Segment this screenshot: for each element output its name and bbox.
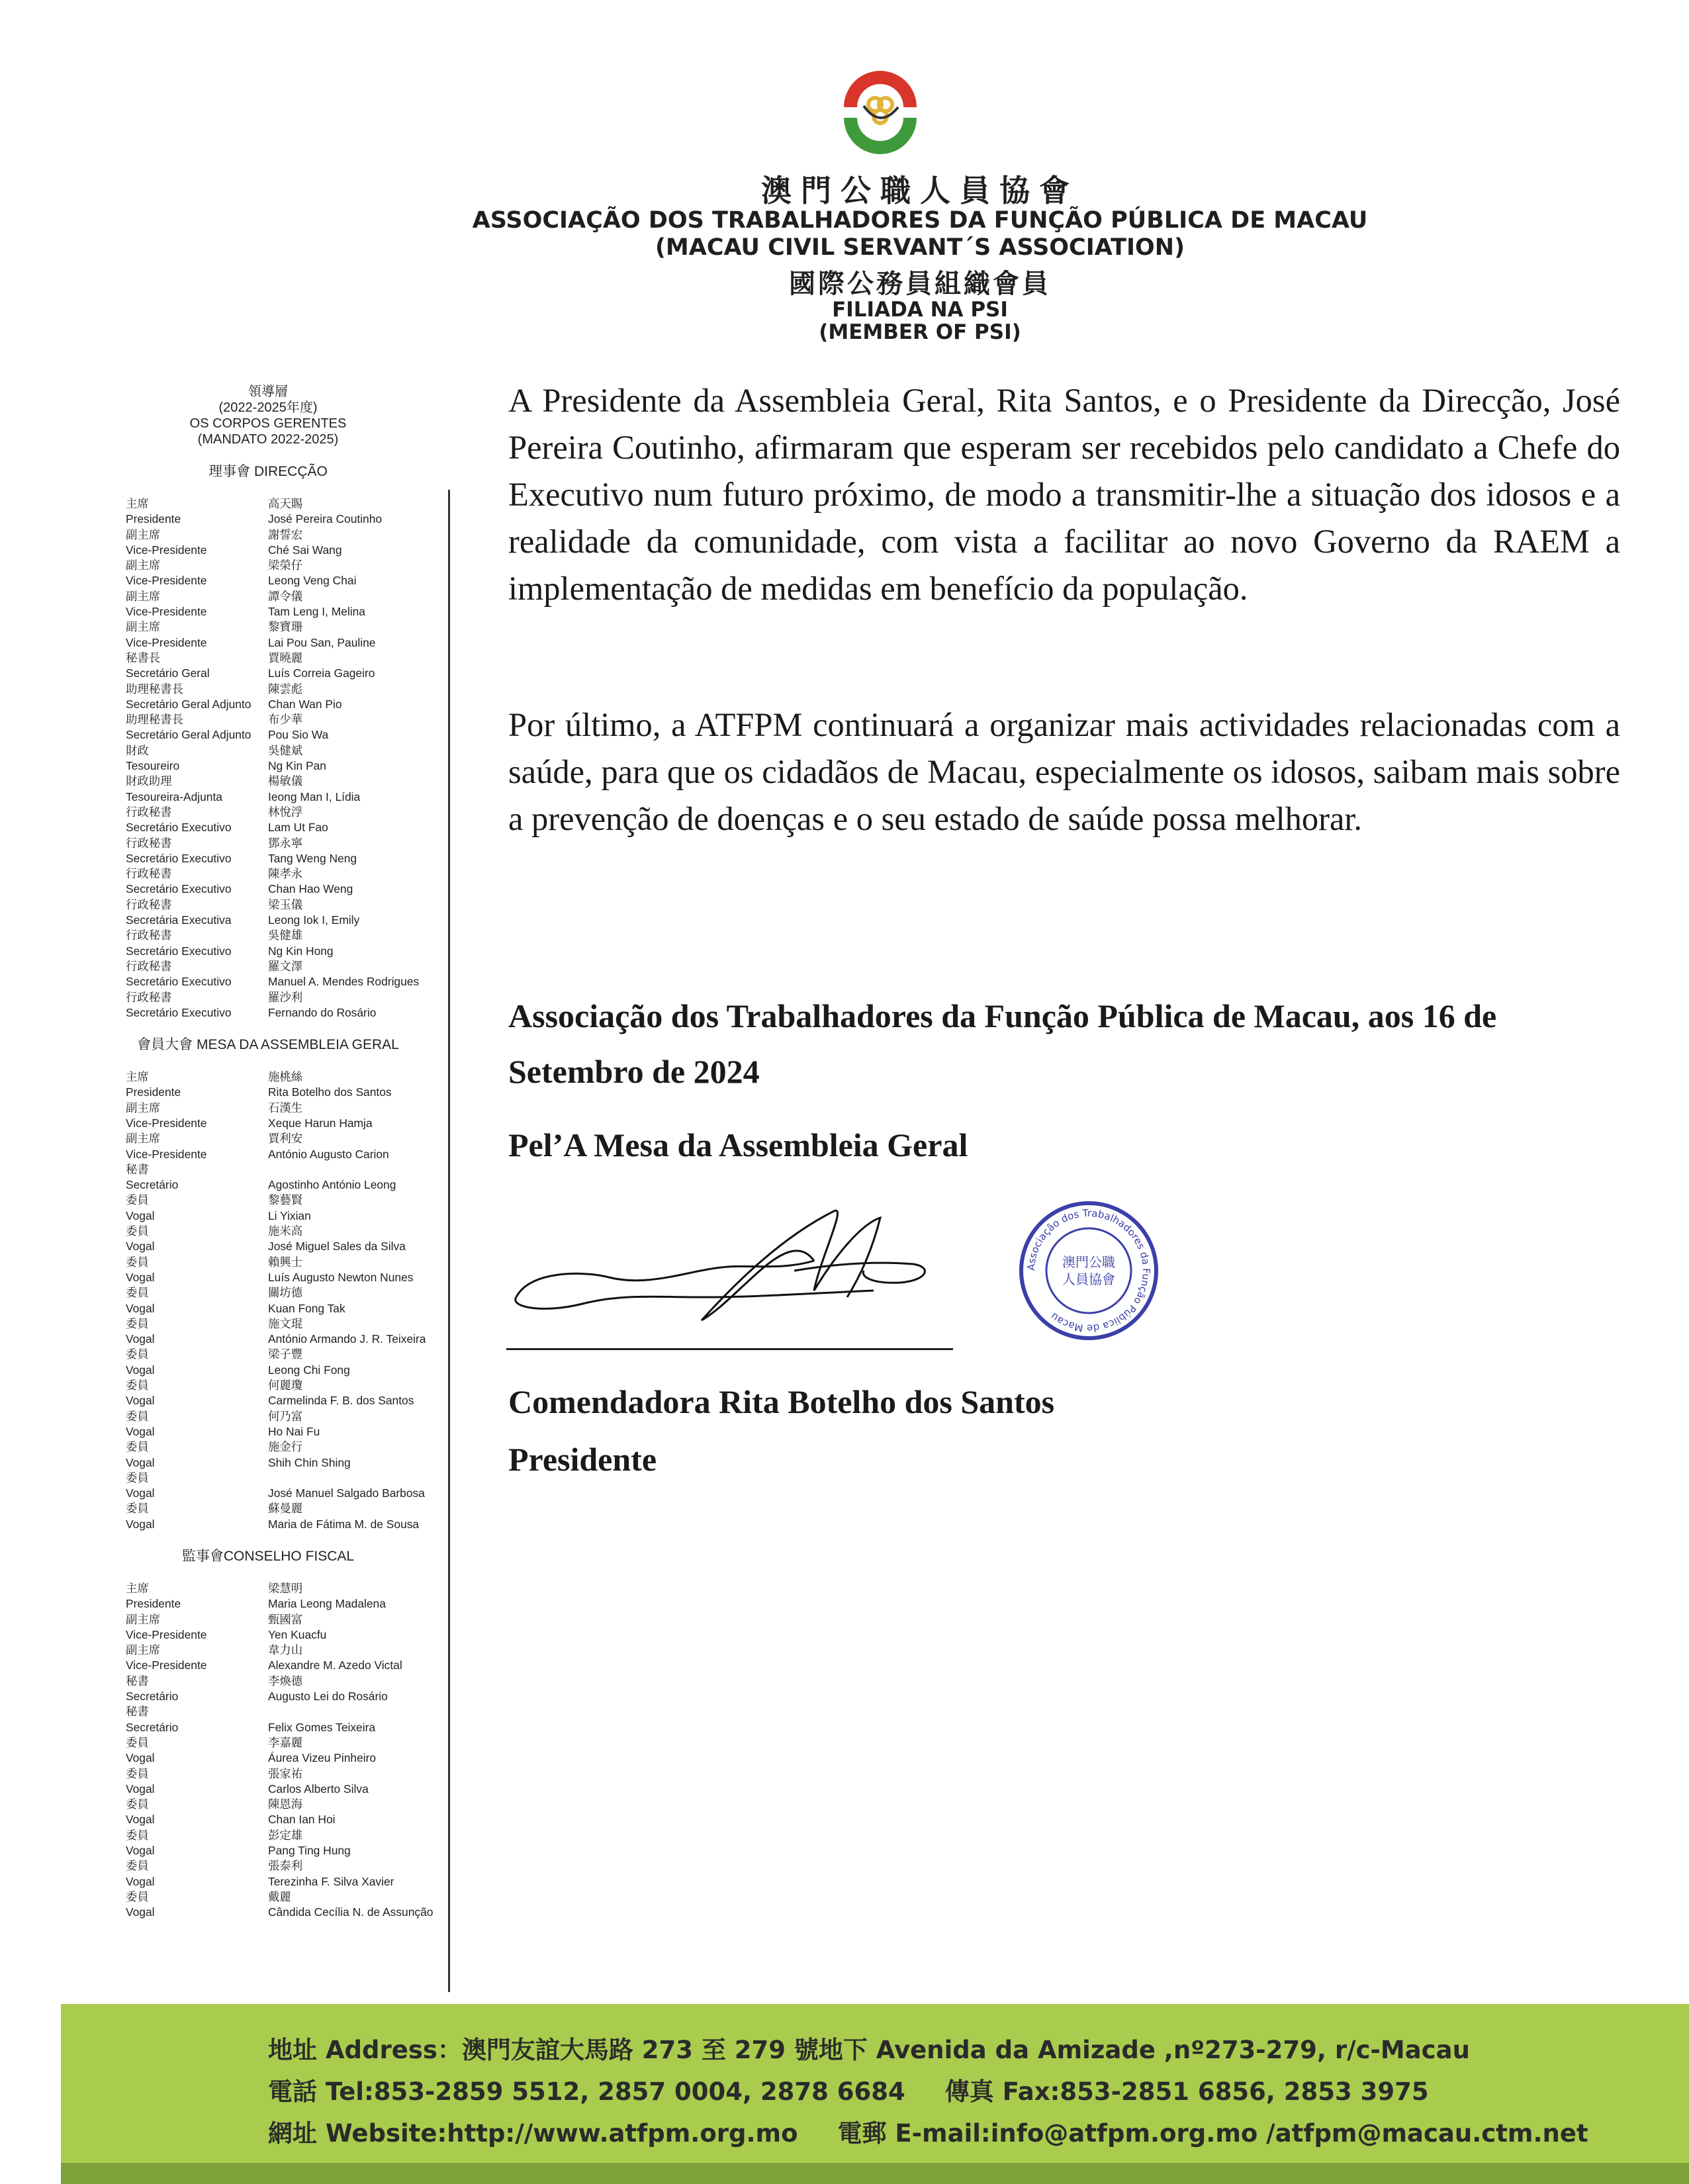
- member-role: Secretário: [126, 1720, 179, 1734]
- sidebar-member-row: [126, 697, 457, 712]
- member-name: 鄧永寧: [268, 836, 303, 850]
- sidebar-member-row: [126, 758, 457, 774]
- member-role: Secretário Geral Adjunto: [126, 728, 251, 742]
- member-role: Presidente: [126, 512, 181, 526]
- member-name: 黎藝賢: [268, 1193, 303, 1207]
- sidebar-member-row: [126, 1889, 457, 1905]
- sidebar-member-row: [126, 882, 457, 897]
- member-name: Lam Ut Fao: [268, 821, 328, 835]
- sidebar-member-row: [126, 712, 457, 727]
- sidebar-member-row: [126, 836, 457, 851]
- sidebar-member-row: [126, 496, 457, 512]
- sidebar-member-row: [126, 866, 457, 882]
- member-role: Secretário Geral Adjunto: [126, 697, 251, 711]
- body-paragraph-2: Por último, a ATFPM continuará a organizar mais actividades relacionadas com a saúde, para que os cidadãos de Macau, especialmente os idosos, saibam mais sobre a prevenção de doenças e o seu estado de saúde possa melhorar.: [508, 706, 1620, 837]
- member-role: 行政秘書: [126, 990, 172, 1004]
- member-role: Vogal: [126, 1813, 155, 1827]
- sidebar-member-row: [126, 1069, 457, 1085]
- member-name: [268, 1471, 457, 1486]
- sidebar-member-row: [126, 1905, 457, 1920]
- signer-name: Comendadora Rita Botelho dos Santos: [508, 1383, 1055, 1420]
- member-role: 委員: [126, 1502, 149, 1516]
- member-role: Vogal: [126, 1751, 155, 1765]
- member-name: 梁慧明: [268, 1582, 303, 1595]
- member-role: Vogal: [126, 1486, 155, 1500]
- member-name: Tang Weng Neng: [268, 851, 357, 865]
- sidebar-member-row: [126, 1316, 457, 1332]
- sidebar-member-row: [126, 1270, 457, 1285]
- member-role: 委員: [126, 1471, 149, 1484]
- member-role: 行政秘書: [126, 836, 172, 850]
- sidebar-member-row: [126, 1581, 457, 1596]
- member-name: Fernando do Rosário: [268, 1005, 377, 1019]
- sidebar-member-row: [126, 1439, 457, 1455]
- association-logo-icon: [837, 66, 923, 159]
- sidebar-section-title: 會員大會 MESA DA ASSEMBLEIA GERAL: [137, 1037, 399, 1053]
- member-name: José Pereira Coutinho: [268, 512, 383, 526]
- member-role: 委員: [126, 1409, 149, 1423]
- member-name: Chan Ian Hoi: [268, 1813, 336, 1827]
- member-name: 梁子豐: [268, 1347, 303, 1361]
- member-name: 石漢生: [268, 1101, 303, 1115]
- sidebar-member-row: [126, 682, 457, 697]
- member-role: 委員: [126, 1828, 149, 1842]
- member-role: 秘書長: [126, 651, 161, 664]
- member-role: 副主席: [126, 620, 161, 634]
- member-name: Carmelinda F. B. dos Santos: [268, 1394, 414, 1408]
- member-role: 行政秘書: [126, 959, 172, 973]
- sidebar-heading-pt: OS CORPOS GERENTES: [189, 416, 347, 431]
- member-name: 羅文澤: [268, 959, 303, 973]
- sidebar-member-row: [126, 1239, 457, 1254]
- member-role: 秘書: [126, 1162, 149, 1176]
- member-name: 陳孝永: [268, 867, 303, 881]
- member-name: António Augusto Carion: [268, 1147, 389, 1161]
- sidebar-member-row: [126, 1797, 457, 1812]
- member-name: 張泰利: [268, 1859, 303, 1873]
- member-role: 委員: [126, 1889, 149, 1903]
- member-role: 委員: [126, 1440, 149, 1454]
- member-name: Lai Pou San, Pauline: [268, 635, 376, 649]
- member-role: Vogal: [126, 1332, 155, 1346]
- member-name: 甄國富: [268, 1612, 303, 1626]
- sidebar-member-row: [126, 589, 457, 604]
- affiliation-english: (MEMBER OF PSI): [819, 320, 1021, 344]
- sidebar-sections: [126, 461, 457, 1921]
- member-role: Vogal: [126, 1363, 155, 1377]
- member-role: Vogal: [126, 1208, 155, 1222]
- member-role: Secretário Executivo: [126, 975, 232, 989]
- member-name: 賈曉麗: [268, 651, 303, 664]
- sidebar-member-row: [126, 1285, 457, 1300]
- body-paragraph-1: A Presidente da Assembleia Geral, Rita Santos, e o Presidente da Direcção, José Pereira Coutinho, afirmaram que esperam ser recebidos pelo candidato a Chefe do Executivo num futuro próximo, de modo a transmitir-lhe a situação dos idosos e a realidade da comunidade, com vista a facilitar ao novo Governo da RAEM a implementação de medidas em benefício da população.: [508, 382, 1620, 607]
- member-name: 李嘉麗: [268, 1735, 303, 1749]
- member-name: [268, 1704, 457, 1719]
- member-role: Presidente: [126, 1597, 181, 1611]
- member-name: Ho Nai Fu: [268, 1424, 320, 1438]
- sidebar-member-row: [126, 604, 457, 619]
- sidebar-member-row: [126, 1085, 457, 1100]
- member-name: 彭定雄: [268, 1828, 303, 1842]
- member-role: Secretário Executivo: [126, 944, 232, 958]
- sidebar-member-row: [126, 1409, 457, 1424]
- sidebar-member-row: [126, 1193, 457, 1208]
- sidebar-member-row: [126, 959, 457, 974]
- member-name: Luís Augusto Newton Nunes: [268, 1270, 414, 1284]
- sidebar-member-row: [126, 1486, 457, 1501]
- member-name: Pou Sio Wa: [268, 728, 329, 742]
- sidebar-member-row: [126, 1332, 457, 1347]
- member-role: 副主席: [126, 589, 161, 603]
- member-role: Secretário Executivo: [126, 1005, 232, 1019]
- member-name: Yen Kuacfu: [268, 1627, 327, 1641]
- member-role: 行政秘書: [126, 805, 172, 819]
- sidebar-member-row: [126, 666, 457, 681]
- sidebar-member-row: [126, 990, 457, 1005]
- member-role: 委員: [126, 1859, 149, 1873]
- member-name: 賴興士: [268, 1255, 303, 1269]
- member-role: 行政秘書: [126, 929, 172, 942]
- sidebar-member-row: [126, 805, 457, 820]
- footer-fax: 傳真 Fax:853-2851 6856, 2853 3975: [944, 2077, 1429, 2106]
- member-name: Carlos Alberto Silva: [268, 1782, 369, 1796]
- member-role: 委員: [126, 1193, 149, 1207]
- member-role: 助理秘書長: [126, 713, 183, 727]
- sidebar-member-row: [126, 897, 457, 913]
- member-role: Presidente: [126, 1085, 181, 1099]
- member-role: Vice-Presidente: [126, 543, 207, 557]
- on-behalf-line: Pel’A Mesa da Assembleia Geral: [508, 1126, 968, 1163]
- member-name: Ché Sai Wang: [268, 543, 342, 557]
- sidebar-term-cn: (2022-2025年度): [218, 400, 318, 415]
- member-name: Alexandre M. Azedo Victal: [268, 1659, 402, 1672]
- member-name: 韋力山: [268, 1643, 303, 1657]
- org-name-english: (MACAU CIVIL SERVANT´S ASSOCIATION): [655, 234, 1185, 261]
- member-role: 行政秘書: [126, 897, 172, 911]
- member-name: 高天賜: [268, 497, 303, 510]
- member-role: Secretária Executiva: [126, 913, 232, 927]
- sidebar-member-row: [126, 1782, 457, 1797]
- member-name: Leong Veng Chai: [268, 574, 357, 588]
- member-name: 施文琨: [268, 1316, 303, 1330]
- footer-phone-fax: [268, 2071, 1429, 2107]
- sidebar-member-row: [126, 1858, 457, 1874]
- member-name: José Miguel Sales da Silva: [268, 1240, 406, 1253]
- member-role: Vogal: [126, 1874, 155, 1888]
- member-name: Áurea Vizeu Pinheiro: [268, 1751, 377, 1765]
- sidebar-member-row: [126, 558, 457, 573]
- member-name: Ng Kin Pan: [268, 759, 326, 773]
- sidebar-term-pt: (MANDATO 2022-2025): [197, 432, 339, 447]
- sidebar-member-row: [126, 1828, 457, 1843]
- sidebar-member-row: [126, 820, 457, 835]
- member-name: 吳健斌: [268, 743, 303, 757]
- member-role: 副主席: [126, 1643, 161, 1657]
- sidebar-member-row: [126, 851, 457, 866]
- member-role: Vogal: [126, 1424, 155, 1438]
- sidebar-member-row: [126, 1874, 457, 1889]
- member-name: 林悅浮: [268, 805, 303, 819]
- member-role: Secretário: [126, 1178, 179, 1192]
- place-and-date: Associação dos Trabalhadores da Função Pública de Macau, aos 16 de Setembro de 2024: [508, 997, 1497, 1090]
- svg-text:Associação dos Trabalhadores d: Associação dos Trabalhadores da Função Pública de Macau: [1025, 1206, 1153, 1335]
- member-name: José Manuel Salgado Barbosa: [268, 1486, 425, 1500]
- handwritten-signature: [503, 1198, 966, 1330]
- sidebar-member-row: [126, 1363, 457, 1378]
- sidebar-member-row: [126, 1689, 457, 1704]
- sidebar-member-row: [126, 1177, 457, 1193]
- sidebar-member-row: [126, 774, 457, 789]
- sidebar-member-row: [126, 1393, 457, 1408]
- sidebar-member-row: [126, 1147, 457, 1162]
- member-role: 委員: [126, 1797, 149, 1811]
- member-name: Augusto Lei do Rosário: [268, 1690, 388, 1704]
- sidebar-member-row: [126, 1766, 457, 1782]
- sidebar-member-row: [126, 1378, 457, 1393]
- member-role: Secretário Executivo: [126, 821, 232, 835]
- member-role: Vogal: [126, 1270, 155, 1284]
- member-name: Rita Botelho dos Santos: [268, 1085, 392, 1099]
- member-role: Tesoureira-Adjunta: [126, 790, 222, 803]
- association-seal-stamp: [1016, 1198, 1162, 1343]
- member-name: Shih Chin Shing: [268, 1455, 351, 1469]
- sidebar-member-row: [126, 1612, 457, 1627]
- member-role: 副主席: [126, 1612, 161, 1626]
- member-role: 委員: [126, 1735, 149, 1749]
- sidebar-member-row: [126, 743, 457, 758]
- member-role: Vice-Presidente: [126, 574, 207, 588]
- member-name: Xeque Harun Hamja: [268, 1116, 373, 1130]
- member-role: Secretário: [126, 1690, 179, 1704]
- sidebar-member-row: [126, 913, 457, 928]
- member-role: 副主席: [126, 527, 161, 541]
- member-name: 何乃富: [268, 1409, 303, 1423]
- member-name: 戴麗: [268, 1889, 291, 1903]
- sidebar-section-title: 監事會CONSELHO FISCAL: [181, 1549, 355, 1564]
- member-name: 陳雲彪: [268, 682, 303, 696]
- member-role: Vogal: [126, 1455, 155, 1469]
- sidebar-member-row: [126, 1301, 457, 1316]
- sidebar-member-row: [126, 635, 457, 651]
- member-role: 財政: [126, 743, 149, 757]
- footer-address: 地址 Address：澳門友誼大馬路 273 至 279 號地下 Avenida da Amizade ,nº273-279, r/c-Macau: [268, 2036, 1470, 2064]
- member-role: 主席: [126, 1582, 149, 1595]
- member-role: Vice-Presidente: [126, 635, 207, 649]
- member-role: 委員: [126, 1224, 149, 1238]
- member-name: Leong Chi Fong: [268, 1363, 350, 1377]
- member-role: 主席: [126, 497, 149, 510]
- footer-website[interactable]: 網址 Website:http://www.atfpm.org.mo: [268, 2119, 798, 2148]
- svg-text:人員協會: 人員協會: [1062, 1271, 1115, 1287]
- affiliation-portuguese: FILIADA NA PSI: [832, 298, 1008, 322]
- sidebar-member-row: [126, 619, 457, 635]
- sidebar-member-row: [126, 944, 457, 959]
- sidebar-member-row: [126, 1627, 457, 1643]
- member-role: 秘書: [126, 1674, 149, 1688]
- member-name: Agostinho António Leong: [268, 1178, 396, 1192]
- sidebar-member-row: [126, 1751, 457, 1766]
- footer-email[interactable]: 電郵 E-mail:info@atfpm.org.mo /atfpm@macau.ctm.net: [837, 2119, 1588, 2148]
- sidebar-member-row: [126, 1424, 457, 1439]
- sidebar-member-row: [126, 1162, 457, 1177]
- member-role: 委員: [126, 1379, 149, 1392]
- signature-line: [506, 1348, 953, 1350]
- sidebar-heading-cn: 領導層: [248, 385, 288, 399]
- member-name: Tam Leng I, Melina: [268, 605, 365, 619]
- sidebar-member-row: [126, 1208, 457, 1224]
- sidebar-member-row: [126, 527, 457, 543]
- member-role: Vogal: [126, 1301, 155, 1315]
- sidebar-member-row: [126, 1812, 457, 1827]
- sidebar-member-row: [126, 1720, 457, 1735]
- member-role: 委員: [126, 1316, 149, 1330]
- sidebar-member-row: [126, 573, 457, 588]
- sidebar-member-row: [126, 1501, 457, 1516]
- sidebar-member-row: [126, 1843, 457, 1858]
- member-name: Kuan Fong Tak: [268, 1301, 345, 1315]
- member-role: 副主席: [126, 1132, 161, 1146]
- member-name: 關坊德: [268, 1286, 303, 1300]
- member-name: Maria Leong Madalena: [268, 1597, 386, 1611]
- member-name: 賈利安: [268, 1132, 303, 1146]
- member-role: 委員: [126, 1766, 149, 1780]
- member-role: 主席: [126, 1070, 149, 1084]
- member-role: 委員: [126, 1286, 149, 1300]
- member-role: Secretário Executivo: [126, 851, 232, 865]
- member-name: 楊敏儀: [268, 774, 303, 788]
- sidebar-member-row: [126, 1116, 457, 1131]
- member-role: Vogal: [126, 1394, 155, 1408]
- member-role: 行政秘書: [126, 867, 172, 881]
- leadership-sidebar: [126, 384, 457, 1921]
- sidebar-member-row: [126, 1517, 457, 1532]
- sidebar-member-row: [126, 1704, 457, 1719]
- member-role: Vice-Presidente: [126, 1147, 207, 1161]
- sidebar-divider: [448, 490, 450, 1992]
- member-name: 布少華: [268, 713, 303, 727]
- member-name: 梁玉儀: [268, 897, 303, 911]
- member-role: Vice-Presidente: [126, 1659, 207, 1672]
- sidebar-member-row: [126, 1224, 457, 1239]
- sidebar-member-row: [126, 1596, 457, 1612]
- sidebar-member-row: [126, 1347, 457, 1362]
- member-name: 陳恩海: [268, 1797, 303, 1811]
- member-name: 譚令儀: [268, 589, 303, 603]
- member-name: Ng Kin Hong: [268, 944, 334, 958]
- sidebar-member-row: [126, 1455, 457, 1471]
- sidebar-member-row: [126, 651, 457, 666]
- member-name: 張家祐: [268, 1766, 303, 1780]
- member-name: Chan Hao Weng: [268, 882, 353, 896]
- member-name: [268, 1162, 457, 1177]
- member-role: Vogal: [126, 1517, 155, 1531]
- member-role: Vogal: [126, 1905, 155, 1919]
- member-name: 蘇曼麗: [268, 1502, 303, 1516]
- sidebar-member-row: [126, 543, 457, 558]
- member-name: Terezinha F. Silva Xavier: [268, 1874, 394, 1888]
- member-role: Secretário Executivo: [126, 882, 232, 896]
- member-name: 施米高: [268, 1224, 303, 1238]
- signer-title: Presidente: [508, 1441, 657, 1478]
- sidebar-member-row: [126, 512, 457, 527]
- member-name: Cândida Cecília N. de Assunção: [268, 1905, 434, 1919]
- affiliation-chinese: 國際公務員組織會員: [789, 269, 1051, 299]
- member-name: 施金行: [268, 1440, 303, 1454]
- svg-text:澳門公職: 澳門公職: [1062, 1254, 1115, 1270]
- footer-strip: [61, 2163, 1689, 2184]
- member-name: 梁榮仔: [268, 559, 303, 572]
- member-name: 羅沙利: [268, 990, 303, 1004]
- member-role: Vogal: [126, 1844, 155, 1858]
- member-name: Chan Wan Pio: [268, 697, 342, 711]
- member-role: 委員: [126, 1255, 149, 1269]
- member-role: Vice-Presidente: [126, 605, 207, 619]
- footer-web-email: [268, 2113, 1588, 2149]
- member-role: Vice-Presidente: [126, 1116, 207, 1130]
- sidebar-member-row: [126, 1131, 457, 1146]
- sidebar-member-row: [126, 1658, 457, 1673]
- member-name: 吳健雄: [268, 929, 303, 942]
- footer-tel: 電話 Tel:853-2859 5512, 2857 0004, 2878 6684: [268, 2077, 905, 2106]
- sidebar-member-row: [126, 928, 457, 943]
- member-name: Pang Ting Hung: [268, 1844, 351, 1858]
- sidebar-member-row: [126, 1101, 457, 1116]
- member-role: Vogal: [126, 1782, 155, 1796]
- sidebar-member-row: [126, 727, 457, 743]
- sidebar-member-row: [126, 1735, 457, 1751]
- member-name: Felix Gomes Teixeira: [268, 1720, 376, 1734]
- member-name: Li Yixian: [268, 1208, 311, 1222]
- org-name-portuguese: ASSOCIAÇÃO DOS TRABALHADORES DA FUNÇÃO PÚBLICA DE MACAU: [472, 207, 1368, 234]
- member-role: 副主席: [126, 559, 161, 572]
- sidebar-member-row: [126, 1674, 457, 1689]
- member-name: 李煥德: [268, 1674, 303, 1688]
- sidebar-member-row: [126, 974, 457, 989]
- member-name: 黎寶珊: [268, 620, 303, 634]
- member-name: António Armando J. R. Teixeira: [268, 1332, 426, 1346]
- org-name-chinese: 澳門公職人員協會: [761, 173, 1079, 208]
- sidebar-member-row: [126, 1005, 457, 1021]
- member-name: Luís Correia Gageiro: [268, 666, 375, 680]
- member-role: 委員: [126, 1347, 149, 1361]
- sidebar-member-row: [126, 1255, 457, 1270]
- member-name: Ieong Man I, Lídia: [268, 790, 361, 803]
- member-role: Secretário Geral: [126, 666, 210, 680]
- sidebar-member-row: [126, 1471, 457, 1486]
- member-role: 助理秘書長: [126, 682, 183, 696]
- sidebar-section-title: 理事會 DIRECÇÃO: [208, 464, 328, 479]
- member-role: 秘書: [126, 1705, 149, 1719]
- member-role: 財政助理: [126, 774, 172, 788]
- member-role: Vogal: [126, 1240, 155, 1253]
- member-name: Manuel A. Mendes Rodrigues: [268, 975, 420, 989]
- member-name: 謝誓宏: [268, 527, 303, 541]
- member-role: Vice-Presidente: [126, 1627, 207, 1641]
- member-name: 何麗瓊: [268, 1379, 303, 1392]
- member-name: Leong Iok I, Emily: [268, 913, 360, 927]
- sidebar-member-row: [126, 1643, 457, 1658]
- member-role: Tesoureiro: [126, 759, 180, 773]
- member-name: 施桃絲: [268, 1070, 303, 1084]
- member-name: Maria de Fátima M. de Sousa: [268, 1517, 420, 1531]
- sidebar-member-row: [126, 790, 457, 805]
- member-role: 副主席: [126, 1101, 161, 1115]
